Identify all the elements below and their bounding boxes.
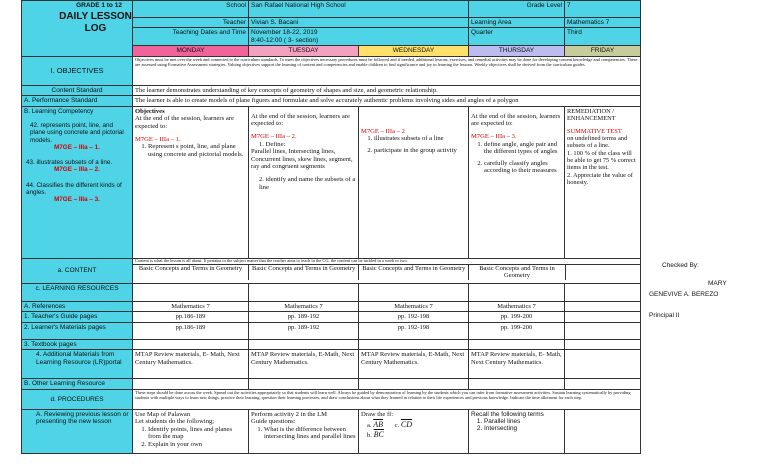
- checked-by-label: Checked By:: [662, 262, 699, 269]
- lc-mon-title: Objectives: [135, 107, 165, 115]
- grade-level-value: 7: [565, 1, 641, 18]
- references-tue: Mathematics 7: [249, 301, 359, 311]
- review-wed-b: b.: [367, 431, 372, 439]
- learning-resources-label: c. LEARNING RESOURCES: [22, 283, 133, 301]
- quarter-label: Quarter: [469, 28, 565, 46]
- content-note: Content is what the lesson is all about. It pertains to the subject matter that the teacher aims to teach in the CG, the content can be tackled in a week or two.: [133, 259, 640, 265]
- lm-label: 2. Learner's Materials pages: [22, 322, 133, 339]
- tb-label: 3. Textbook pages: [22, 339, 133, 349]
- review-wed-ab: $\overline{AB}$: [373, 420, 384, 430]
- lc-tuesday: [249, 106, 359, 258]
- review-friday: [565, 409, 641, 453]
- tg-label: 1. Teacher's Guide pages: [22, 312, 133, 322]
- competency-42-code: M7GE – IIIa – 1.: [54, 143, 100, 151]
- lm-mon: pp.186-189: [133, 322, 249, 339]
- dates-value-1: November 18-22, 2019: [251, 29, 318, 37]
- review-thursday: [469, 409, 565, 453]
- competency-43: 43. illustrates subsets of a line.: [26, 159, 113, 167]
- dates-value-2: 8:40-12:00 ( 3- section): [251, 36, 319, 44]
- learning-competency-cell: [22, 106, 133, 258]
- school-value: San Rafael National High School: [249, 1, 469, 18]
- review-tuesday: [249, 409, 359, 453]
- review-mon-item-2: 2. Explain in your own: [148, 441, 246, 449]
- checker-name-line2: GENEVIVE A. BEREZO: [649, 291, 719, 298]
- content-topic-wed: Basic Concepts and Terms in Geometry: [359, 265, 469, 280]
- review-mon-item-1: 1. Identify points, lines and planes from the map: [148, 426, 246, 441]
- review-label: A. Reviewing previous lesson or presenting the new lesson: [22, 409, 133, 453]
- review-wed-intro: Draw the ff:: [361, 410, 394, 418]
- competency-44: 44. Classifies the different kinds of angles.: [26, 181, 122, 196]
- review-tue-item-1: 1. What is the difference between intersecting lines and parallel lines: [264, 426, 356, 441]
- references-wed: Mathematics 7: [359, 301, 469, 311]
- lc-tue-item-2: 2. identify and name the subsets of a line: [259, 175, 356, 191]
- grade-range: GRADE 1 to 12: [76, 2, 122, 9]
- add-mon: MTAP Review materials, E- Math, Next Century Mathematics.: [133, 350, 249, 379]
- lc-fri-title: REMEDIATION / ENHANCEMENT: [567, 107, 616, 123]
- review-wed-c: c.: [394, 422, 400, 430]
- procedures-label: d. PROCEDURES: [22, 389, 133, 409]
- teacher-value: Vivian S. Bacani: [249, 18, 469, 28]
- add-tue: MTAP Review materials, E-Math, Next Century Mathematics.: [249, 350, 359, 379]
- school-label: School: [133, 1, 249, 18]
- competency-44-code: M7GE – IIIa – 3.: [54, 195, 100, 203]
- lc-wednesday: [359, 106, 469, 258]
- lc-wed-code: M7GE – IIIa – 2: [361, 127, 405, 135]
- lc-fri-line1: on undefined terms and subsets of a line.: [567, 134, 628, 150]
- other-resource-label: B. Other Learning Resource: [22, 379, 133, 389]
- add-wed: MTAP Review materials, E-Math, Next Century Mathematics.: [359, 350, 469, 379]
- content-standard-text: The learner demonstrates understanding of key concepts of geometry of shapes and size, and geometric relationship.: [133, 85, 641, 95]
- lc-fri-line2: 1. 100 % of the class will be able to get 75 % correct items in the test.: [567, 149, 636, 172]
- day-thursday: THURSDAY: [469, 46, 565, 56]
- lc-thu-intro: At the end of the session, learners are expected to:: [471, 112, 561, 128]
- checker-position: Principal II: [649, 312, 680, 319]
- lc-thu-item-2: 2. carefully classify angles according to their measures: [484, 160, 562, 175]
- learning-area-value: Mathematics 7: [565, 18, 641, 28]
- checker-name-line1: MARY: [708, 280, 727, 287]
- review-thu-item-2: 2. Intersecting: [484, 425, 562, 432]
- review-wednesday: [359, 409, 469, 453]
- references-thu: Mathematics 7: [469, 301, 565, 311]
- lc-mon-code: M7GE – IIIa – 1.: [135, 135, 181, 143]
- lc-mon-item-1: 1. Represent s point, line, and plane using concrete and pictorial models.: [148, 143, 246, 158]
- lc-thu-item-1: 1. define angle, angle pair and the different types of angles: [484, 141, 562, 156]
- review-tue-intro2: Guide questions:: [251, 418, 296, 426]
- lc-wed-item-1: 1. illustrates subsets of a line: [374, 135, 466, 143]
- teacher-label: Teacher: [133, 18, 249, 28]
- objectives-text: Objectives must be met over the week and connected to the curriculum standards. To meet the objectives necessary procedures must be followed and if needed, additional lessons, exercises, and remedial activities may be done for developing content knowledge and competencies. These are assessed using Formative Assessment strategies. Valuing objectives support the learning of content and competencies and enable children to find significance and joy in learning the lessons. Weekly objectives shall be derived from the curriculum guides.: [133, 56, 641, 85]
- objectives-label: I. OBJECTIVES: [22, 56, 133, 85]
- lc-friday: [565, 106, 641, 258]
- lc-tue-define-text: Parallel lines, Intersecting lines, Concurrent lines, skew lines, segment, ray and congruent segments: [251, 148, 353, 171]
- content-topic-mon: Basic Concepts and Terms in Geometry: [133, 265, 249, 280]
- tg-tue: pp. 189-192: [249, 312, 359, 322]
- quarter-value: Third: [565, 28, 641, 46]
- references-label: A. References: [22, 301, 133, 311]
- review-wed-bc: $\overline{BC}$: [373, 429, 384, 439]
- lm-wed: pp. 192-198: [359, 322, 469, 339]
- lc-tue-code: M7GE – IIIa – 2.: [251, 133, 297, 141]
- review-monday: [133, 409, 249, 453]
- lc-fri-test: SUMMATIVE TEST: [567, 127, 622, 135]
- review-mon-intro: Use Map of Palawan: [135, 410, 191, 418]
- content-topic-tue: Basic Concepts and Terms in Geometry: [249, 265, 359, 280]
- lc-fri-line3: 2. Appreciate the value of honesty.: [567, 171, 633, 187]
- lc-tue-define: 1. Define:: [259, 140, 286, 148]
- day-tuesday: TUESDAY: [249, 46, 359, 56]
- grade-level-label: Grade Level: [469, 1, 565, 18]
- references-mon: Mathematics 7: [133, 301, 249, 311]
- tg-wed: pp. 192-198: [359, 312, 469, 322]
- learning-competency-label: B. Learning Competency: [24, 107, 94, 115]
- additional-materials-label: 4. Additional Materials from Learning Resource (LR)portal: [22, 350, 133, 379]
- content-standard-label: Content Standard: [22, 85, 133, 95]
- lc-mon-intro: At the end of the session, learners are expected to:: [135, 115, 234, 131]
- lc-thursday: [469, 106, 565, 258]
- competency-43-code: M7GE – IIIa – 2.: [54, 166, 100, 174]
- content-topic-thu: Basic Concepts and Terms in Geometry: [469, 265, 565, 280]
- tg-thu: pp. 199-200: [469, 312, 565, 322]
- content-label: a. CONTENT: [22, 258, 133, 283]
- lc-tue-intro: At the end of the session, learners are expected to:: [251, 112, 350, 128]
- lc-monday: [133, 106, 249, 258]
- daily-lesson-log-table: [21, 0, 641, 454]
- day-wednesday: WEDNESDAY: [359, 46, 469, 56]
- learning-area-label: Learning Area: [469, 18, 565, 28]
- performance-standard-label: A. Performance Standard: [22, 96, 133, 106]
- review-wed-cd: $\overline{CD}$: [400, 420, 413, 430]
- lc-thu-code: M7GE – IIIa – 3.: [471, 133, 517, 141]
- add-thu: MTAP Review materials, E- Math, Next Century Mathematics.: [469, 350, 565, 379]
- review-mon-intro2: Let students do the following;: [135, 418, 215, 426]
- competency-42: 42. represents point, line, and plane using concrete and pictorial models.: [30, 122, 124, 144]
- dates-value: [249, 28, 469, 46]
- day-friday: FRIDAY: [565, 46, 641, 56]
- review-wed-a: a.: [367, 422, 372, 430]
- page-title-line1: DAILY LESSON: [59, 11, 132, 22]
- day-monday: MONDAY: [133, 46, 249, 56]
- review-thu-intro: Recall the following terms: [471, 410, 544, 418]
- tg-mon: pp.186-189: [133, 312, 249, 322]
- review-tue-intro: Perform activity 2 in the LM: [251, 410, 327, 418]
- lm-thu: pp. 199-200: [469, 322, 565, 339]
- performance-standard-text: The learner is able to create models of plane figures and formulate and solve accurately authentic problems involving sides and angles of a polygon: [133, 96, 641, 106]
- lm-tue: pp. 189-192: [249, 322, 359, 339]
- lc-wed-item-2: 2. participate in the group activity: [374, 147, 466, 155]
- page-title-line2: LOG: [84, 23, 107, 34]
- procedures-note: These steps should be done across the week. Spread out the activities appropriately so that students will learn well. Always be guided by demonstration of learning by the students which you can infer from formative assessment activities. Sustain learning systematically by providing students with multiple ways to learn new things, practice their learning, question their learning processes, and draw conclusions about what they learned in relation to their life experiences and previous knowledge. Indicate the time allotment for each step.: [133, 389, 641, 409]
- review-thu-item-1: 1. Parallel lines: [484, 418, 562, 425]
- content-cell: [133, 258, 641, 283]
- dates-label: Teaching Dates and Time: [133, 28, 249, 46]
